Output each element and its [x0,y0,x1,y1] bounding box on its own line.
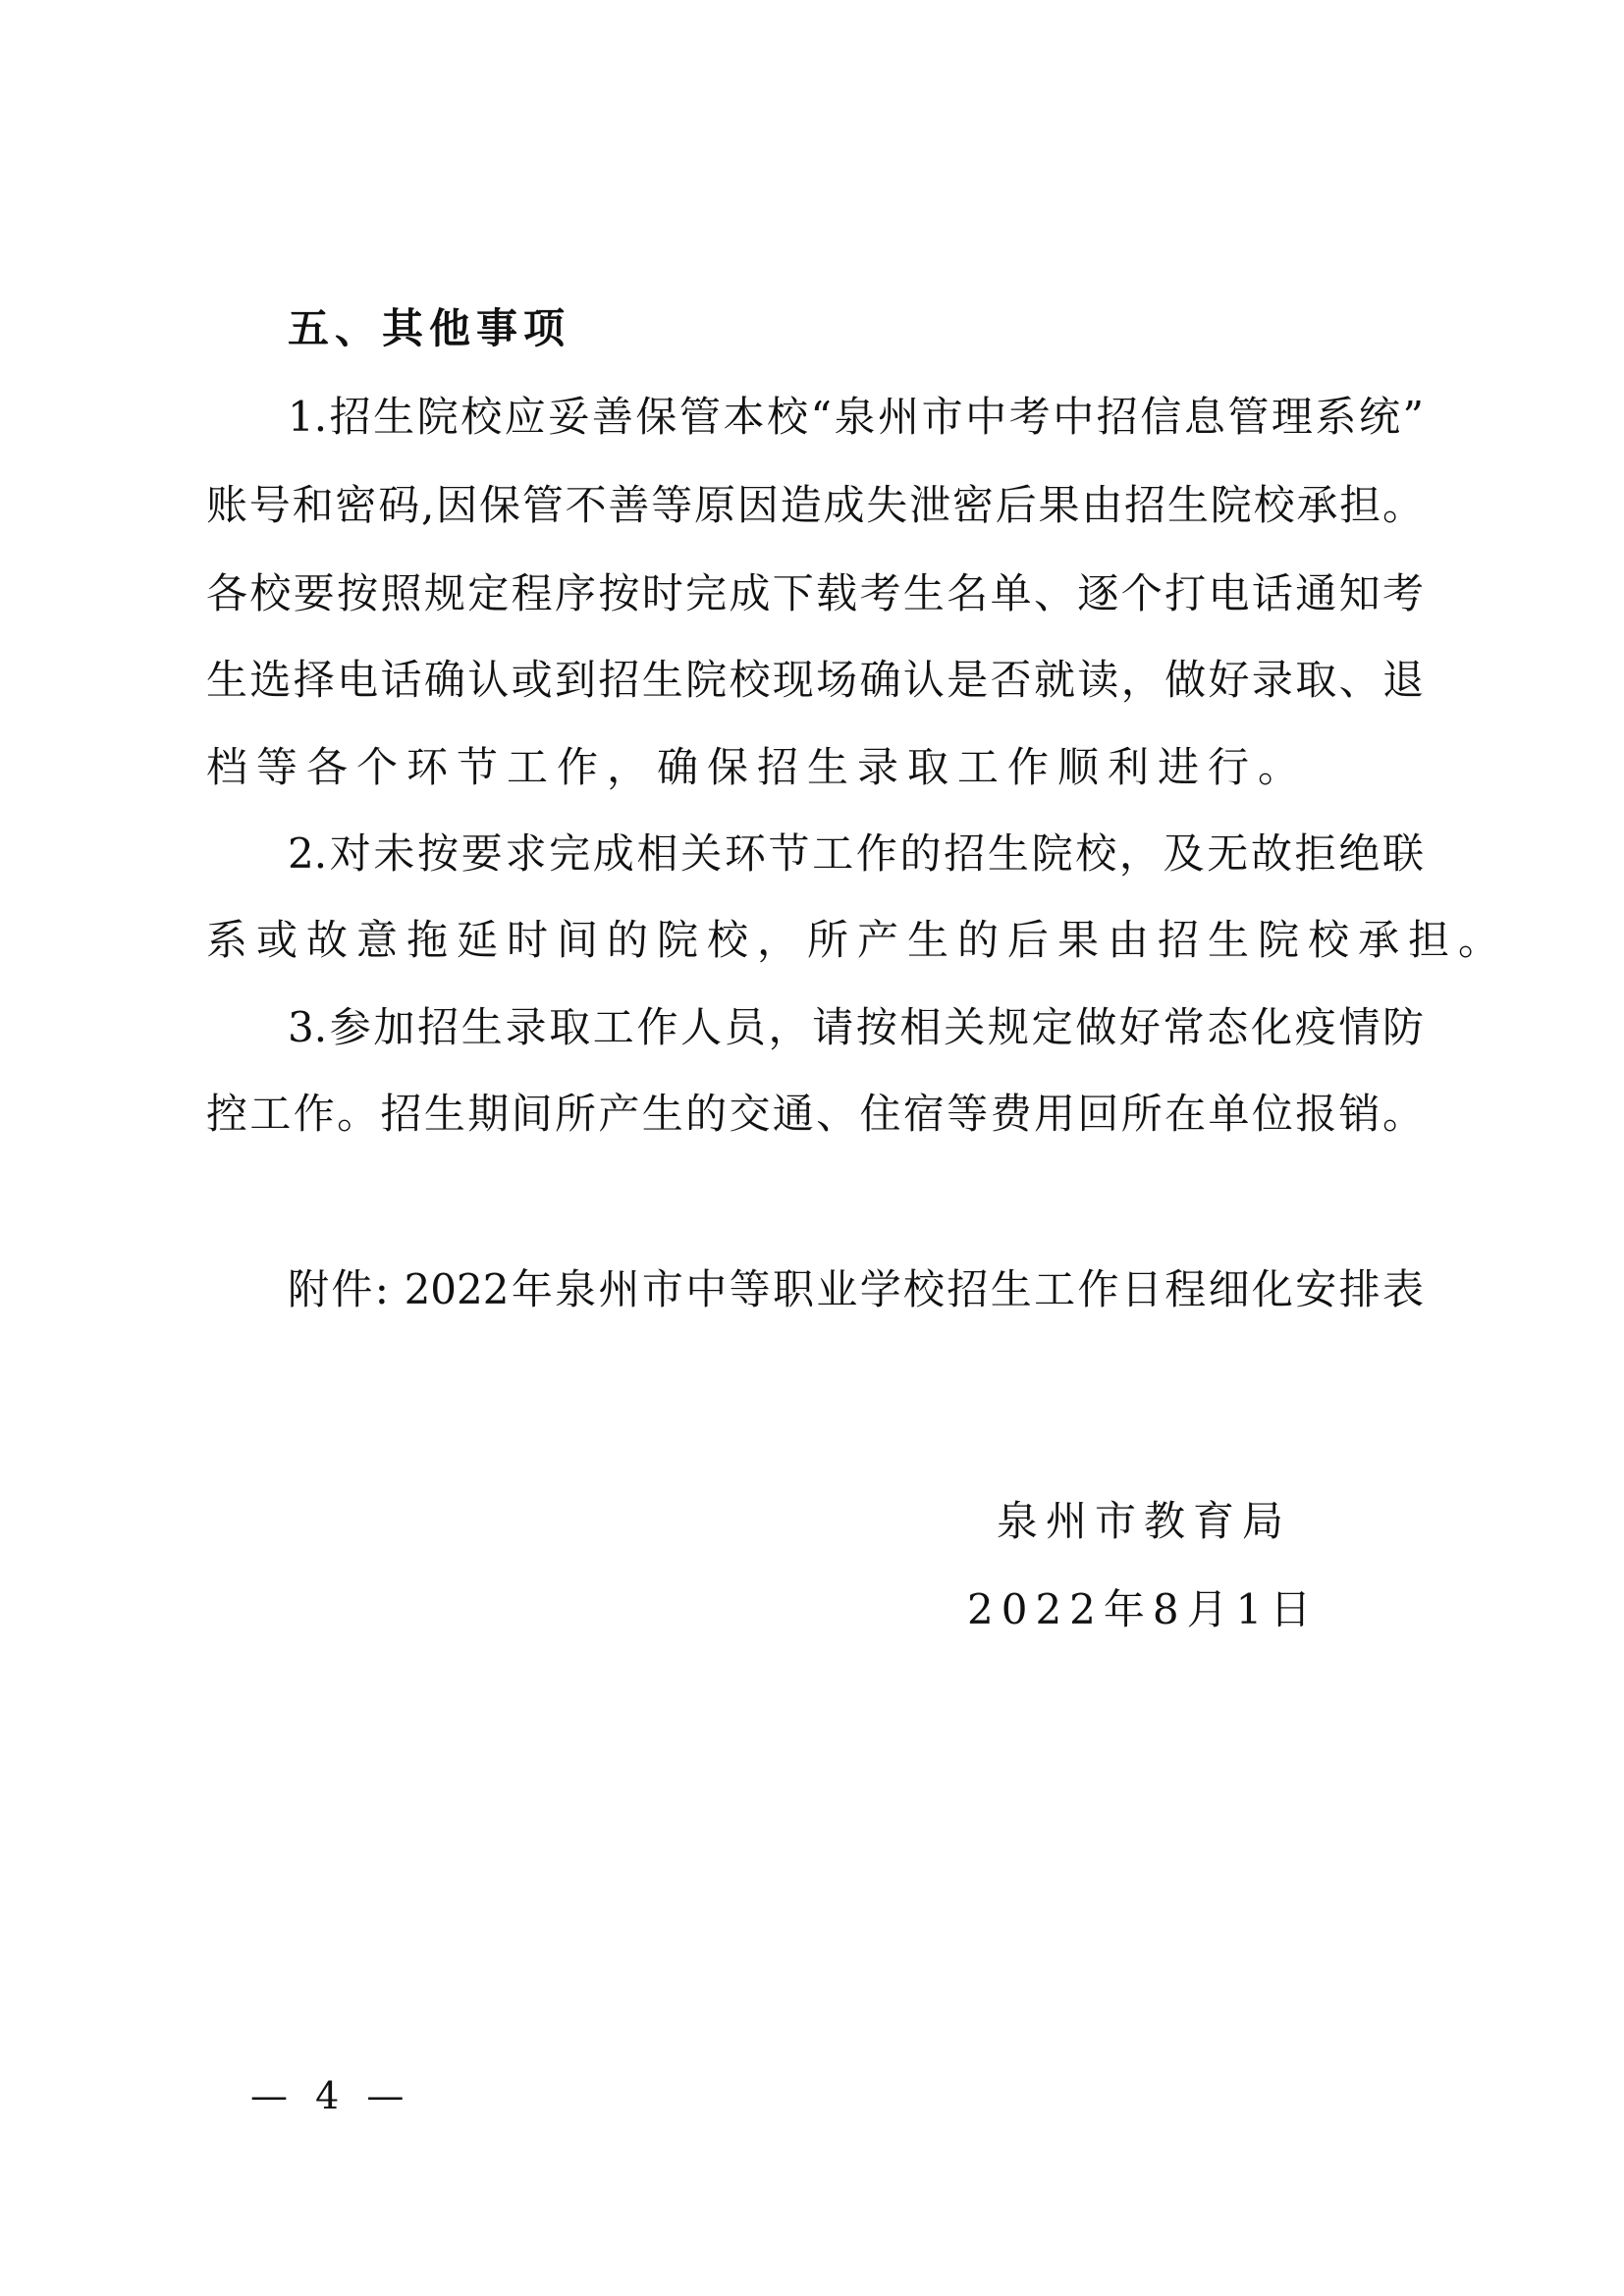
item-1-line-1: 1.招生院校应妥善保管本校“泉州市中考中招信息管理系统” [288,393,1424,441]
item-2-line-1: 2.对未按要求完成相关环节工作的招生院校，及无故拒绝联 [288,829,1424,878]
page-number: — 4 — [250,2074,412,2117]
item-1-line-2: 账号和密码,因保管不善等原因造成失泄密后果由招生院校承担。 [206,481,1424,529]
item-1-line-3: 各校要按照规定程序按时完成下载考生名单、逐个打电话通知考 [206,569,1424,617]
item-3-line-1: 3.参加招生录取工作人员，请按相关规定做好常态化疫情防 [288,1003,1424,1051]
item-2-line-2: 系或故意拖延时间的院校，所产生的后果由招生院校承担。 [206,916,1509,964]
item-1-line-4: 生选择电话确认或到招生院校现场确认是否就读，做好录取、退 [206,656,1424,704]
signature-date: 2022年8月1日 [967,1585,1320,1633]
section-heading: 五、其他事项 [288,304,571,352]
signature-organization: 泉州市教育局 [997,1497,1292,1545]
attachment-line: 附件: 2022年泉州市中等职业学校招生工作日程细化安排表 [288,1265,1424,1313]
item-1-line-5: 档等各个环节工作，确保招生录取工作顺利进行。 [206,743,1309,791]
item-3-line-2: 控工作。招生期间所产生的交通、住宿等费用回所在单位报销。 [206,1090,1424,1138]
